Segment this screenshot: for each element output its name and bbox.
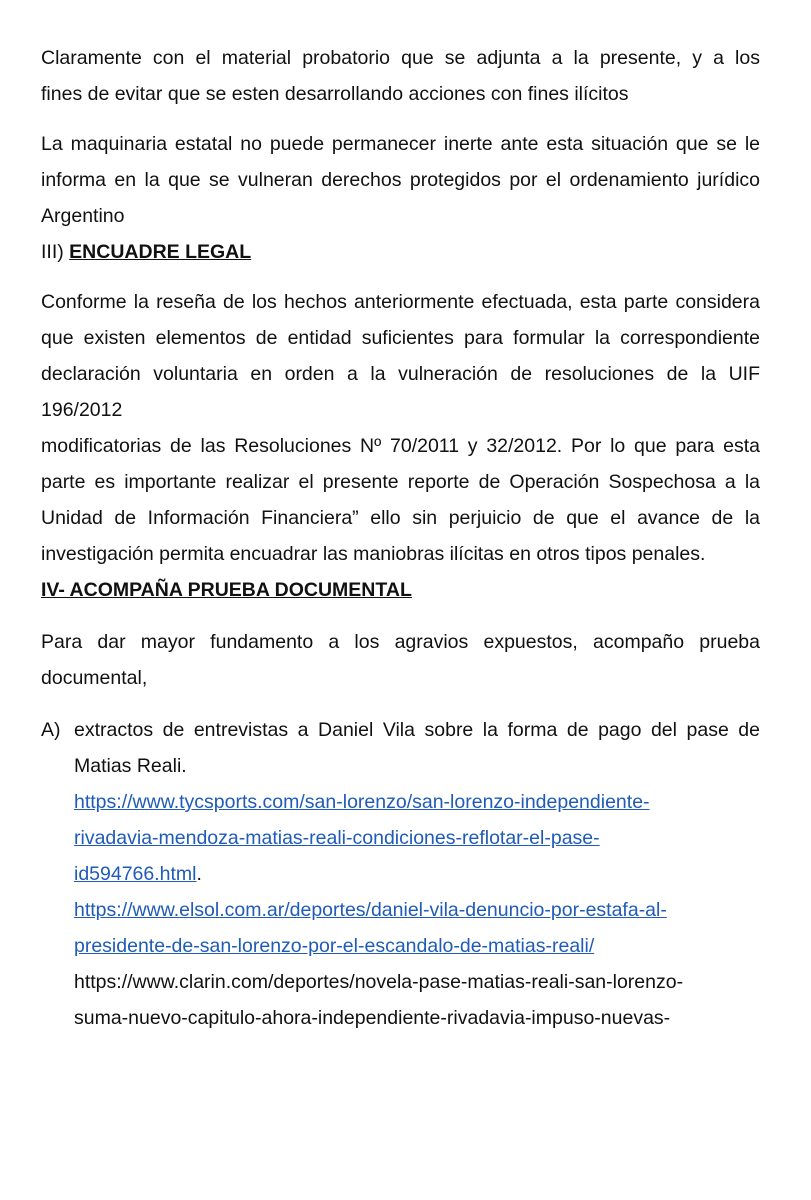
link-elsol[interactable] (74, 892, 760, 964)
paragraph-line: Claramente con el material probatorio que se adjunta a la presente, y a los (41, 47, 760, 69)
section-number: III) (41, 241, 64, 263)
paragraph-documental-intro: Para dar mayor fundamento a los agravios expuestos, acompaño prueba documental, (41, 631, 760, 689)
url-clarin (74, 964, 760, 1036)
paragraph-evidence-intro (41, 40, 760, 112)
link-line[interactable] (74, 892, 760, 928)
paragraph-legal-framework-part2: modificatorias de las Resoluciones Nº 70/2011 y 32/2012. Por lo que para esta parte es importante realizar el presente reporte de Operación Sospechosa a la Unidad de Información Financiera” ello sin perjuicio de que el avance de la investigación permita encuadrar las maniobras ilícitas en otros tipos penales. (41, 435, 760, 565)
link-tycsports[interactable] (74, 784, 760, 892)
link-line[interactable] (74, 928, 760, 964)
link-text[interactable]: id594766.html (74, 863, 197, 885)
link-text[interactable]: presidente-de-san-lorenzo-por-el-escandalo-de-matias-reali/ (74, 935, 595, 957)
link-text[interactable]: https://www.tycsports.com/san-lorenzo/san-lorenzo-independiente- (74, 791, 650, 813)
link-text[interactable]: rivadavia-mendoza-matias-reali-condiciones-reflotar-el-pase- (74, 827, 600, 849)
section-title: ENCUADRE LEGAL (69, 241, 252, 263)
section-title: IV- ACOMPAÑA PRUEBA DOCUMENTAL (41, 579, 412, 601)
link-line[interactable] (74, 784, 760, 820)
url-line: suma-nuevo-capitulo-ahora-independiente-rivadavia-impuso-nuevas- (74, 1007, 671, 1029)
link-suffix: . (196, 863, 202, 885)
list-marker: A) (41, 719, 61, 741)
link-line[interactable] (74, 856, 760, 892)
paragraph-legal-framework-part1: Conforme la reseña de los hechos anteriormente efectuada, esta parte considera que existen elementos de entidad suficientes para formular la correspondiente declaración voluntaria en orden a la vulneración de resoluciones de la UIF 196/2012 (41, 291, 760, 421)
link-line[interactable] (74, 820, 760, 856)
section-heading-prueba-documental (41, 572, 760, 608)
section-heading-encuadre-legal (41, 234, 760, 270)
url-line: https://www.clarin.com/deportes/novela-pase-matias-reali-san-lorenzo- (74, 971, 684, 993)
evidence-list-item-a (41, 712, 760, 1036)
link-text[interactable]: https://www.elsol.com.ar/deportes/daniel-vila-denuncio-por-estafa-al- (74, 899, 667, 921)
paragraph-line: fines de evitar que se esten desarrollando acciones con fines ilícitos (41, 83, 629, 105)
paragraph-state-machinery: La maquinaria estatal no puede permanecer inerte ante esta situación que se le informa en la que se vulneran derechos protegidos por el ordenamiento jurídico Argentino (41, 133, 760, 227)
document-page (41, 40, 760, 1036)
evidence-description: extractos de entrevistas a Daniel Vila sobre la forma de pago del pase de Matias Reali. (74, 719, 760, 777)
